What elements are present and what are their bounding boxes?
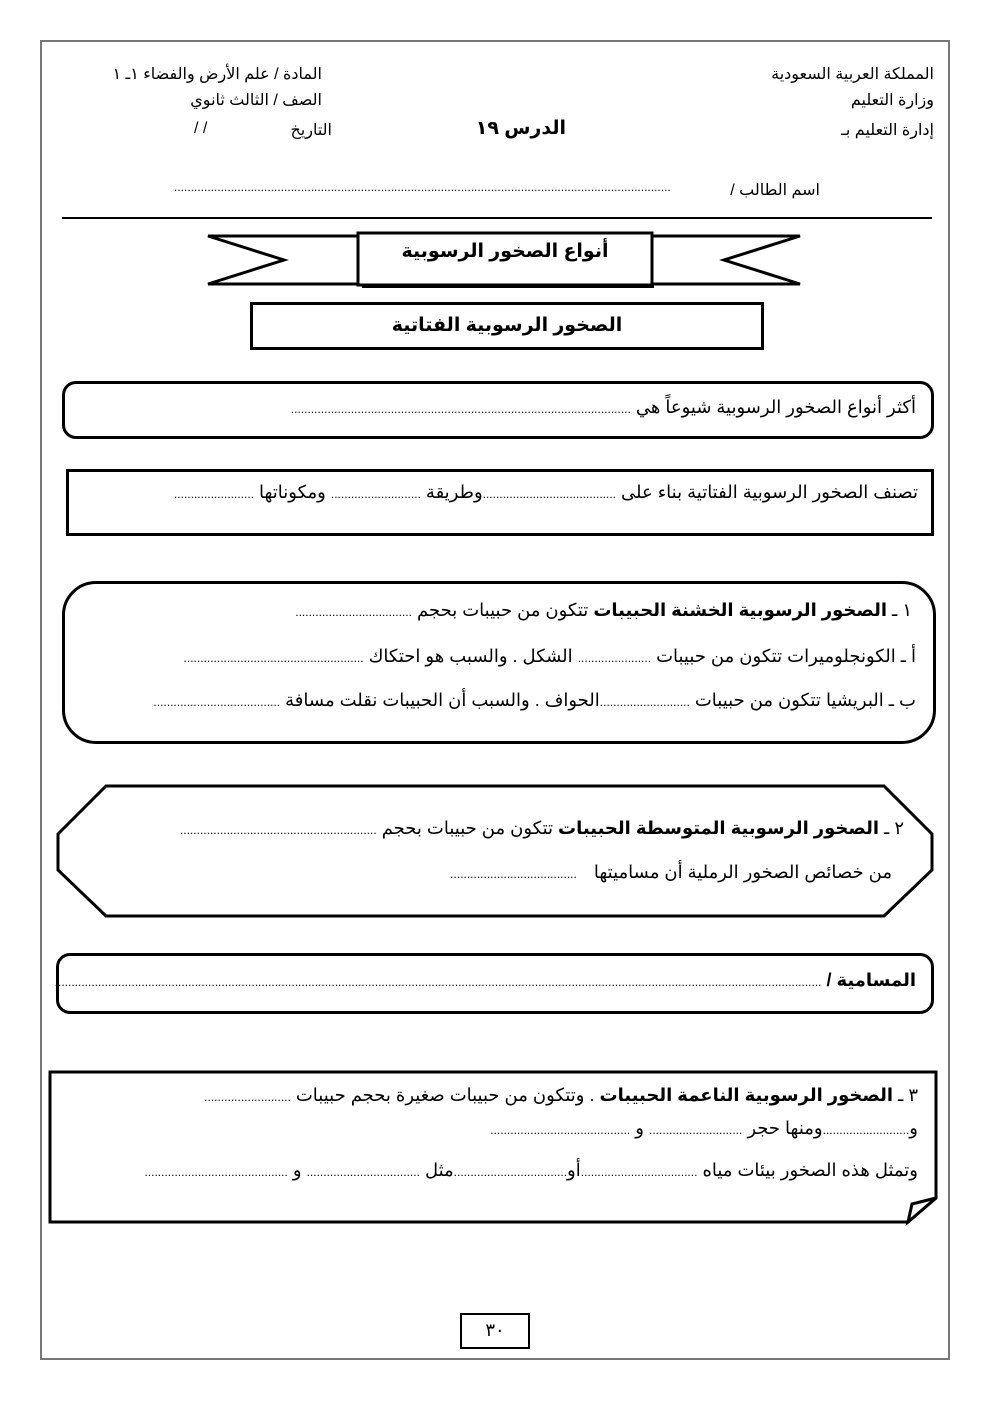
banner-title: أنواع الصخور الرسوبية: [401, 241, 609, 262]
classification-blank-2[interactable]: ...........................: [330, 487, 421, 501]
fine-blank-1[interactable]: ..........................: [822, 1123, 910, 1137]
medium-text: تتكون من حبيبات بحجم: [381, 818, 554, 838]
classification-text: [174, 482, 918, 503]
medium-number: ٢ ـ: [884, 818, 904, 838]
fine-line-3: [144, 1160, 918, 1181]
porosity-line: [55, 970, 916, 991]
medium-line-2: [450, 862, 892, 883]
fine-number: ٣ ـ: [898, 1085, 918, 1105]
classification-blank-1[interactable]: ........................................: [482, 487, 616, 501]
coarse-line-2: [184, 646, 916, 667]
lesson-title: الدرس ١٩: [475, 118, 566, 139]
banner-subtitle: الصخور الرسوبية الفتاتية: [391, 315, 623, 336]
conglomerate-text-2: الشكل . والسبب هو احتكاك: [368, 646, 573, 666]
fine-line-2: [490, 1118, 918, 1139]
fine-text: . وتتكون من حبيبات صغيرة بحجم حبيبات: [295, 1085, 595, 1105]
sandstone-porosity-blank[interactable]: ......................................: [450, 867, 577, 881]
classification-blank-3[interactable]: ........................: [173, 487, 254, 501]
date-label: التاريخ: [290, 122, 332, 139]
medium-line-1: [180, 818, 904, 839]
fine-env-blank-2[interactable]: ..................................: [453, 1165, 568, 1179]
coarse-text: تتكون من حبيبات بحجم: [416, 600, 589, 620]
coarse-size-blank[interactable]: ...................................: [295, 605, 412, 619]
fine-and-3: و: [292, 1160, 302, 1180]
student-name-field[interactable]: .....................................................................................................................................................: [174, 180, 671, 194]
date-slashes: / /: [194, 120, 208, 137]
ministry-label: وزارة التعليم: [850, 92, 934, 109]
student-name-label: اسم الطالب /: [730, 182, 820, 199]
coarse-line-3: [153, 690, 916, 711]
porosity-label: المسامية /: [826, 970, 916, 990]
fine-blank-3[interactable]: ..........................................: [490, 1123, 631, 1137]
fine-blank-2[interactable]: ............................: [649, 1123, 743, 1137]
breccia-text: ب ـ البريشيا تتكون من حبيبات: [694, 690, 916, 710]
fine-env-blank-4[interactable]: ...........................................: [144, 1165, 288, 1179]
coarse-title: الصخور الرسوبية الخشنة الحبيبات: [593, 600, 888, 620]
fine-and-2: و: [635, 1118, 644, 1138]
fine-and-1: و: [909, 1118, 918, 1138]
fine-like-label: مثل: [424, 1160, 454, 1180]
fine-example-label: ومنها حجر: [747, 1118, 823, 1138]
medium-grain-box: [54, 784, 936, 920]
page-number: ٣٠: [485, 1320, 505, 1340]
porosity-blank[interactable]: ......................................................................................................................................................................................................................................: [54, 975, 822, 989]
conglomerate-blank-2[interactable]: ......................................................: [183, 651, 364, 665]
subject-label: المادة / علم الأرض والفضاء ١ـ ١: [112, 66, 322, 83]
components-label: ومكوناتها: [259, 482, 326, 502]
breccia-text-2: الحواف . والسبب أن الحبيبات نقلت مسافة: [285, 690, 600, 710]
fine-line-1: [204, 1085, 918, 1106]
most-common-text: [291, 397, 916, 418]
fine-size-blank[interactable]: ..........................: [204, 1090, 291, 1104]
fine-env-blank-3[interactable]: ..................................: [306, 1165, 420, 1179]
grade-label: الصف / الثالث ثانوي: [190, 92, 322, 109]
fine-env-blank-1[interactable]: ...................................: [580, 1165, 698, 1179]
department-label: إدارة التعليم بـ: [841, 122, 934, 139]
conglomerate-blank-1[interactable]: ......................: [577, 651, 652, 665]
most-common-blank[interactable]: ......................................................................................................: [290, 402, 631, 416]
most-common-label: أكثر أنواع الصخور الرسوبية شيوعاً هي: [635, 397, 916, 417]
method-label: وطريقة: [425, 482, 483, 502]
medium-size-blank[interactable]: ...........................................................: [179, 823, 377, 837]
sandstone-porosity-text: من خصائص الصخور الرملية أن مساميتها: [593, 862, 892, 882]
coarse-number: ١ ـ: [892, 600, 912, 620]
conglomerate-text: أ ـ الكونجلوميرات تتكون من حبيبات: [656, 646, 916, 666]
medium-title: الصخور الرسوبية المتوسطة الحبيبات: [558, 818, 880, 838]
header-divider: [62, 217, 932, 219]
breccia-blank-2[interactable]: ......................................: [153, 695, 281, 709]
coarse-line-1: [295, 600, 912, 621]
kingdom-label: المملكة العربية السعودية: [771, 66, 934, 83]
breccia-blank-1[interactable]: ...........................: [599, 695, 690, 709]
fine-title: الصخور الرسوبية الناعمة الحبيبات: [599, 1085, 894, 1105]
fine-env-text: وتمثل هذه الصخور بيئات مياه: [702, 1160, 918, 1180]
fine-or-label: أو: [567, 1160, 581, 1180]
classification-label: تصنف الصخور الرسوبية الفتاتية بناء على: [621, 482, 918, 502]
